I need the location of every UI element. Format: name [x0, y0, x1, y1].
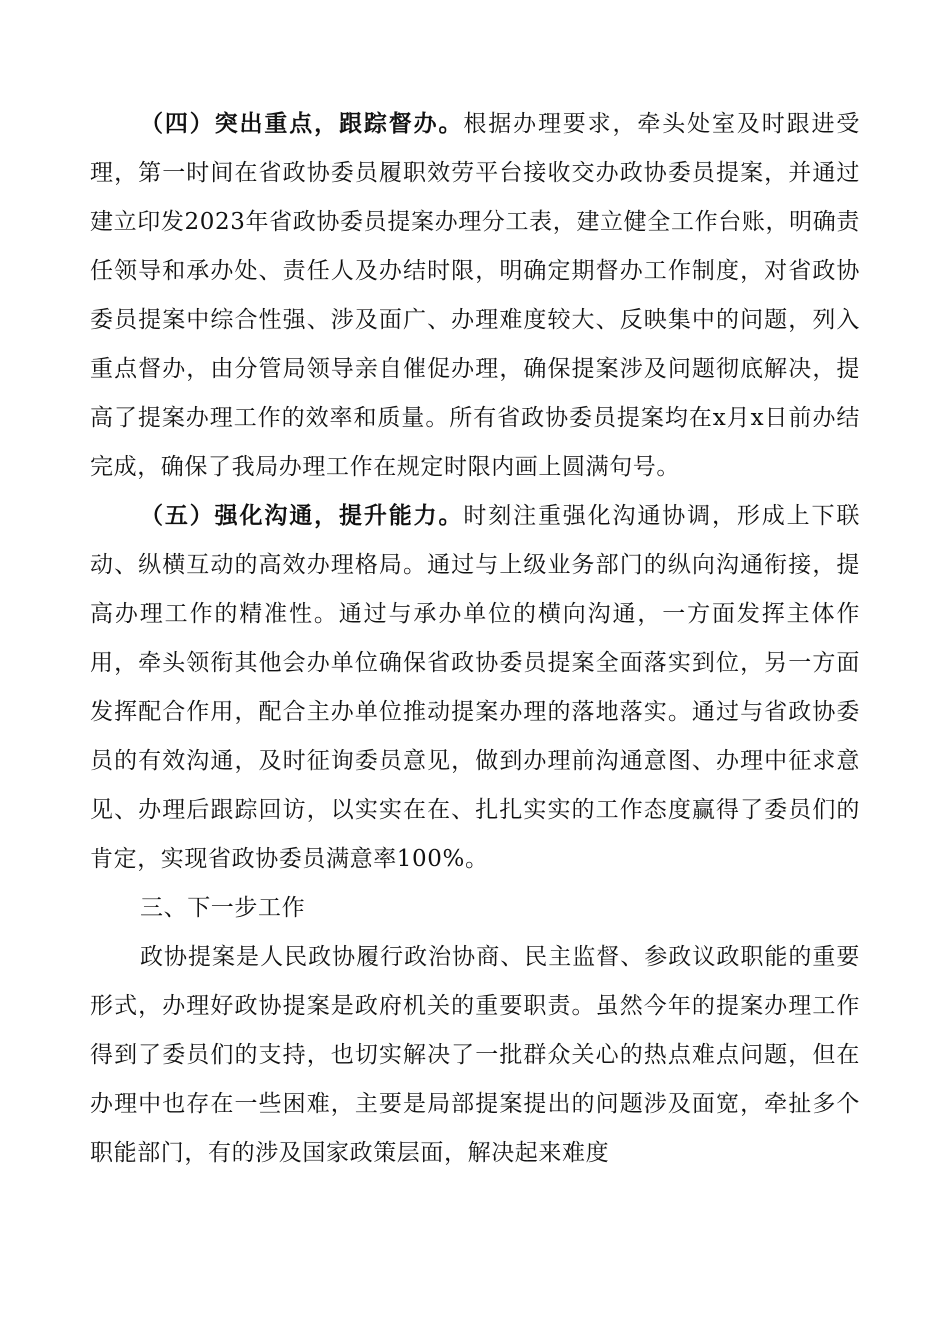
section-heading: 三、下一步工作	[140, 895, 306, 921]
paragraph-four	[90, 100, 860, 492]
paragraph-five-text: 时刻注重强化沟通协调，形成上下联动、纵横互动的高效办理格局。通过与上级业务部门的纵向沟通衔接，提高办理工作的精准性。通过与承办单位的横向沟通，一方面发挥主体作用，牵头领衔其他会办单位确保省政协委员提案全面落实到位，另一方面发挥配合作用，配合主办单位推动提案办理的落地落实。通过与省政协委员的有效沟通，及时征询委员意见，做到办理前沟通意图、办理中征求意见、办理后跟踪回访，以实实在在、扎扎实实的工作态度赢得了委员们的肯定，实现省政协委员满意率100%。	[90, 503, 860, 872]
paragraph-five	[90, 492, 860, 884]
paragraph-four-lead: （四）突出重点，跟踪督办。	[140, 111, 464, 137]
paragraph-final: 政协提案是人民政协履行政治协商、民主监督、参政议政职能的重要形式，办理好政协提案是政府机关的重要职责。虽然今年的提案办理工作得到了委员们的支持，也切实解决了一批群众关心的热点难点问题，但在办理中也存在一些困难，主要是局部提案提出的问题涉及面宽，牵扯多个职能部门，有的涉及国家政策层面，解决起来难度	[90, 944, 860, 1166]
document-body	[90, 100, 860, 1178]
paragraph-four-text: 根据办理要求，牵头处室及时跟进受理，第一时间在省政协委员履职效劳平台接收交办政协委员提案，并通过建立印发2023年省政协委员提案办理分工表，建立健全工作台账，明确责任领导和承办处、责任人及办结时限，明确定期督办工作制度，对省政协委员提案中综合性强、涉及面广、办理难度较大、反映集中的问题，列入重点督办，由分管局领导亲自催促办理，确保提案涉及问题彻底解决，提高了提案办理工作的效率和质量。所有省政协委员提案均在x月x日前办结完成，确保了我局办理工作在规定时限内画上圆满句号。	[90, 111, 860, 480]
paragraph-five-lead: （五）强化沟通，提升能力。	[140, 503, 464, 529]
